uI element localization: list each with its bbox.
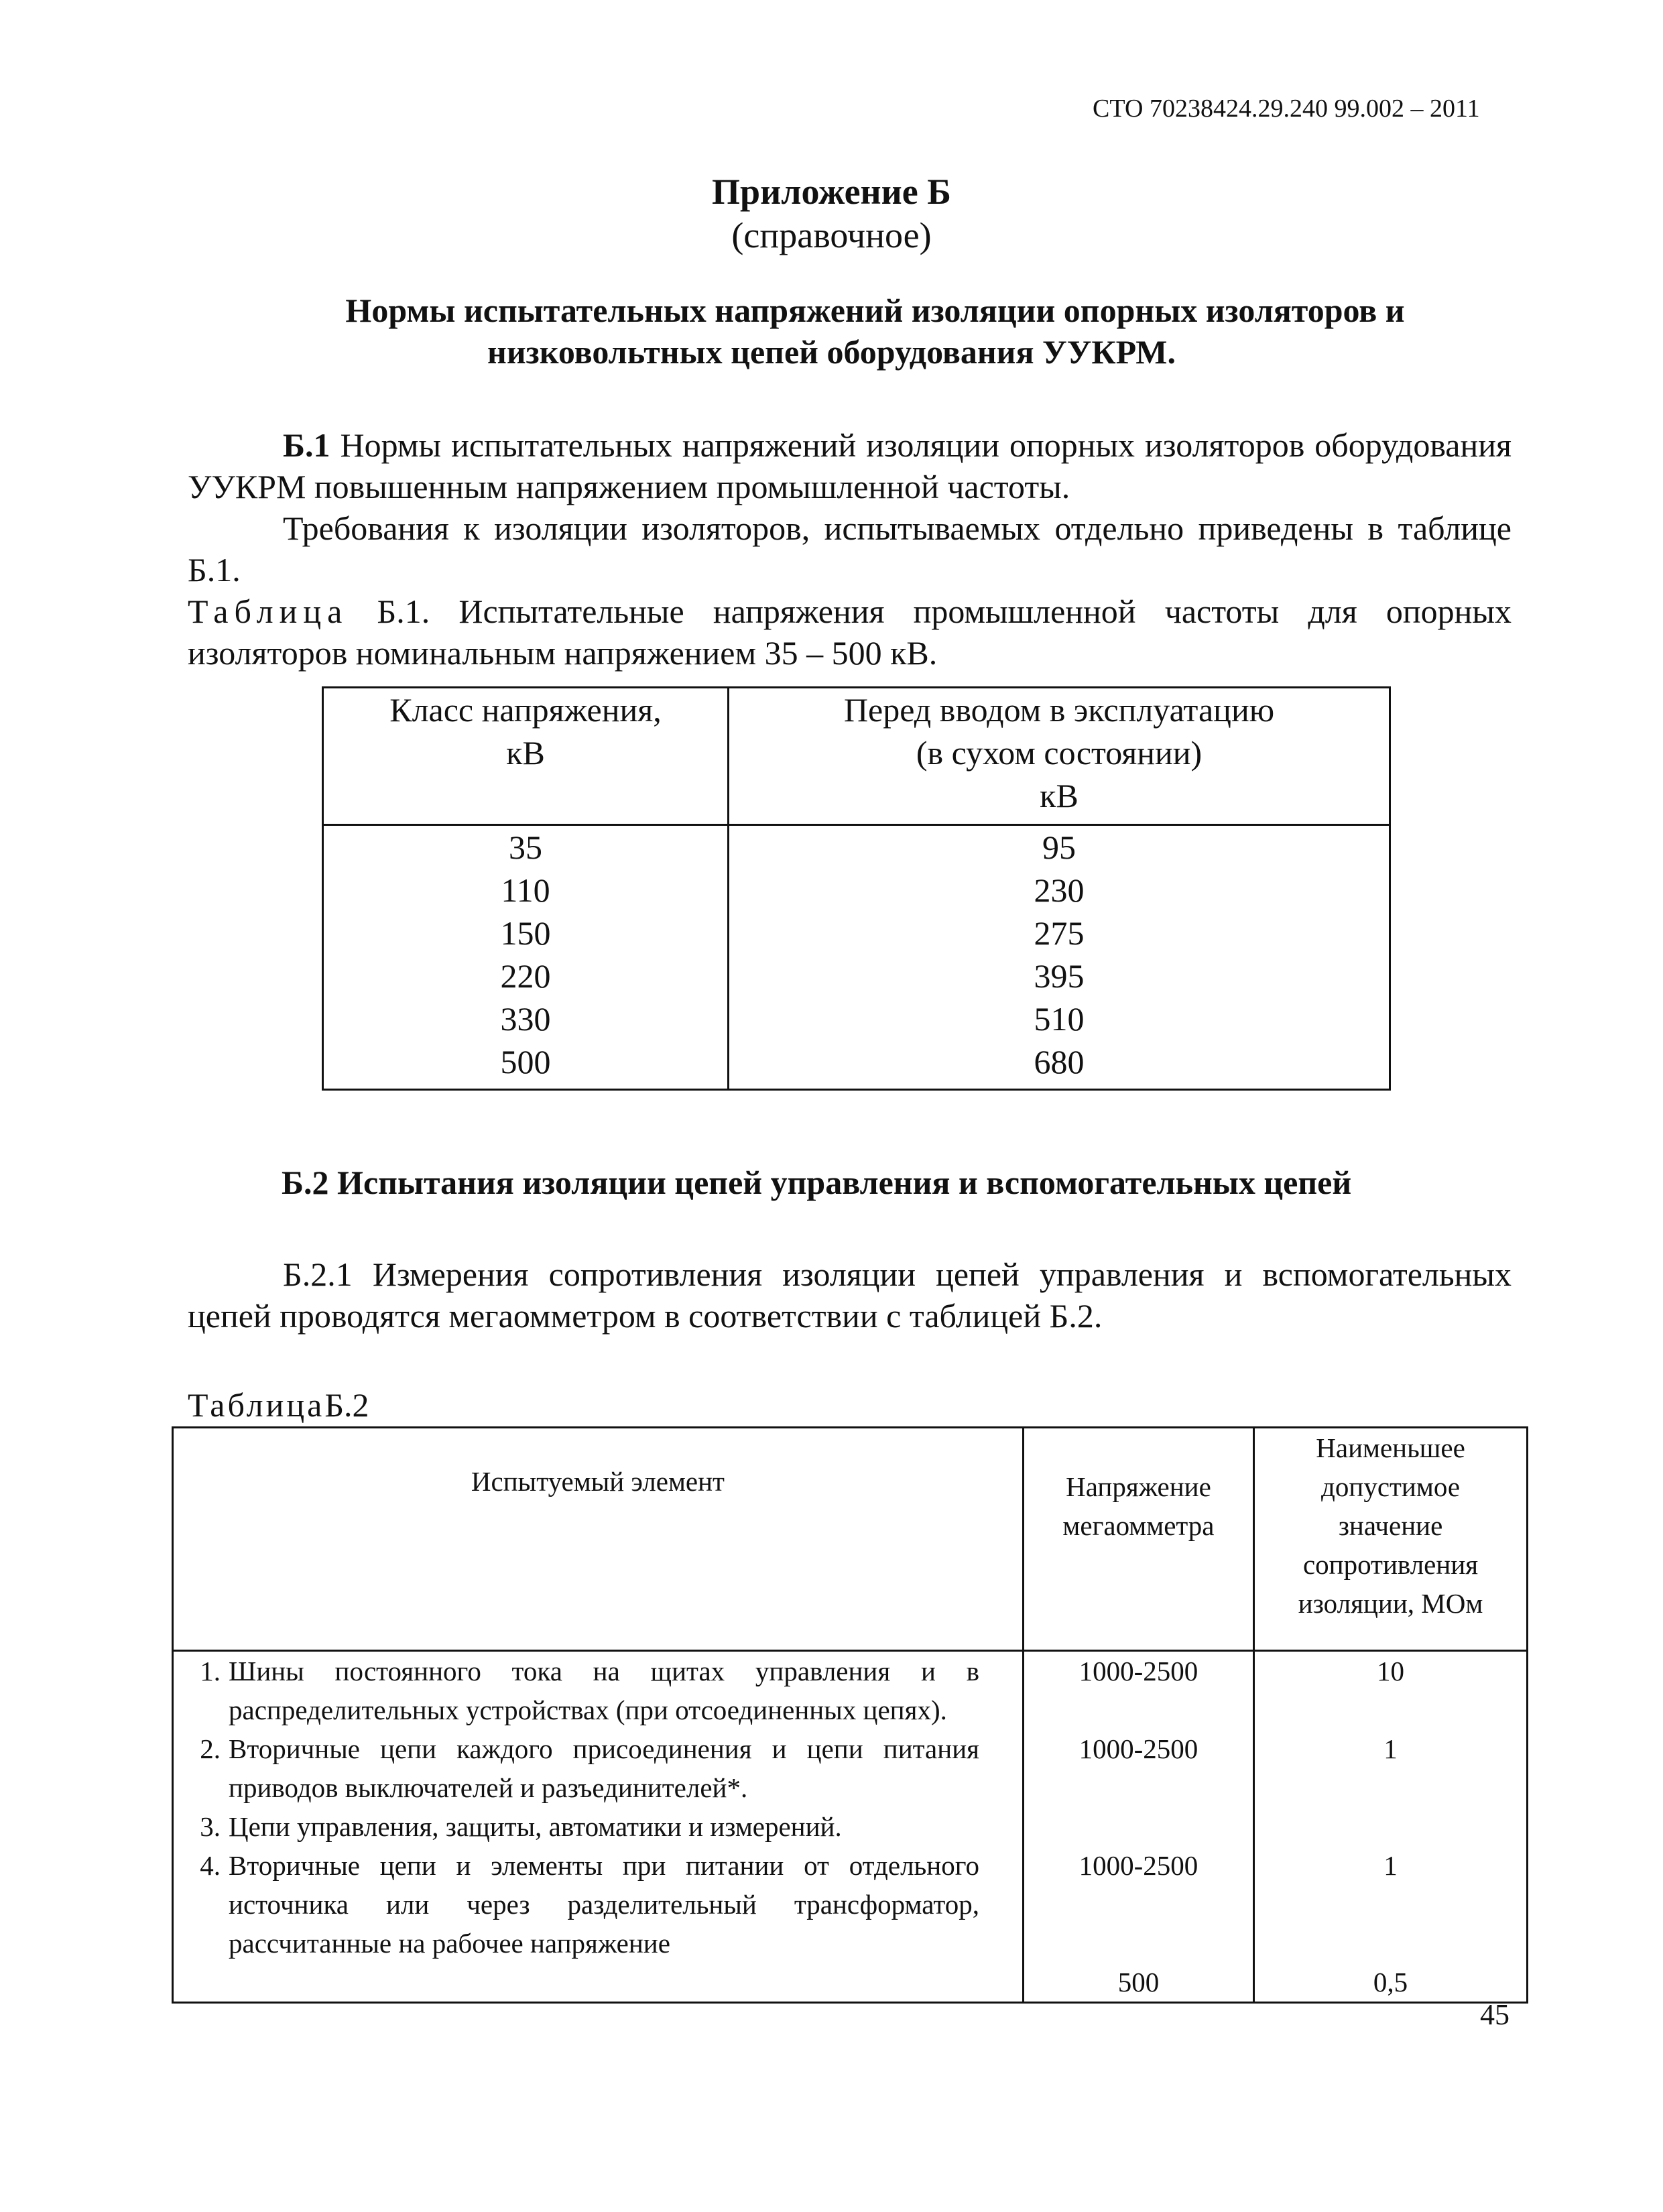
- table1-cell-voltage: 680: [729, 1040, 1390, 1090]
- table1-col2-header: [729, 688, 1390, 825]
- table2-cell-value: [1254, 1846, 1528, 2003]
- table1-cell-voltage: 95: [729, 825, 1390, 869]
- table-b2: [172, 1426, 1528, 2004]
- section-b2-heading: Б.2 Испытания изоляции цепей управления и вспомогательных цепей: [282, 1164, 1352, 1201]
- table2-cell-element: [173, 1846, 1024, 2003]
- table1-cell-class: 500: [323, 1040, 729, 1090]
- table1-cell-voltage: 275: [729, 912, 1390, 955]
- b1-requirement: Требования к изоляции изоляторов, испытываемых отдельно приведены в таблице Б.1.: [188, 509, 1512, 589]
- table2-cell-voltage: [1023, 1846, 1253, 2003]
- document-code: СТО 70238424.29.240 99.002 – 2011: [1093, 95, 1480, 123]
- b1-text: Нормы испытательных напряжений изоляции опорных изоляторов оборудования УУКРМ повышенным напряжением промышленной частоты.: [188, 426, 1512, 505]
- table2-header-resistance-line5: изоляции, МОм: [1298, 1588, 1483, 1619]
- row-number: 1.: [200, 1656, 221, 1686]
- table2-header-voltage-line1: Напряжение: [1066, 1471, 1211, 1502]
- row-number: 2.: [200, 1733, 221, 1764]
- table-row: [323, 997, 1390, 1040]
- table-row: [173, 1729, 1528, 1807]
- row-number: 4.: [200, 1850, 221, 1881]
- b2-paragraph: Б.2.1 Измерения сопротивления изоляции цепей управления и вспомогательных цепей проводятся мегаомметром в соответствии с таблицей Б.2.: [188, 1255, 1512, 1335]
- appendix-heading: [0, 290, 1663, 373]
- table2-caption-label: Таблица: [188, 1386, 325, 1424]
- table1-col1-header-line2: кВ: [506, 734, 545, 772]
- table2-cell-voltage: 1000-2500: [1023, 1729, 1253, 1807]
- table-b1: [322, 686, 1391, 1091]
- table1-cell-class: 330: [323, 997, 729, 1040]
- appendix-heading-line2: низковольтных цепей оборудования УУКРМ.: [487, 333, 1176, 371]
- table2-voltage-primary: 1000-2500: [1079, 1850, 1198, 1881]
- table2-cell-value: [1254, 1807, 1528, 1846]
- table1-cell-class: 35: [323, 825, 729, 869]
- row-text: Цепи управления, защиты, автоматики и измерений.: [229, 1811, 842, 1842]
- table2-header-resistance-line3: значение: [1338, 1510, 1443, 1541]
- table2-cell-voltage: 1000-2500: [1023, 1651, 1253, 1730]
- table1-cell-voltage: 510: [729, 997, 1390, 1040]
- table2-header-voltage: [1023, 1428, 1253, 1651]
- table-row: [173, 1651, 1528, 1730]
- table-row: [173, 1846, 1528, 2003]
- table2-voltage-secondary: 500: [1117, 1967, 1160, 1998]
- row-text: Шины постоянного тока на щитах управления и в распределительных устройствах (при отсоединенных цепях).: [229, 1656, 979, 1725]
- table2-cell-element: [173, 1729, 1024, 1807]
- table2-header-resistance: [1254, 1428, 1528, 1651]
- table-row: [323, 955, 1390, 997]
- table1-cell-class: 150: [323, 912, 729, 955]
- table2-header-row: [173, 1428, 1528, 1651]
- table-row: [323, 1040, 1390, 1090]
- table2-cell-value: 10: [1254, 1651, 1528, 1730]
- table1-caption: [188, 591, 1512, 674]
- table1-caption-label: Таблица: [188, 593, 349, 630]
- table-row: [173, 1807, 1528, 1846]
- appendix-title: Приложение Б: [712, 172, 951, 212]
- table1-col1-header: [323, 688, 729, 825]
- table2-caption-text: Б.2: [324, 1386, 369, 1424]
- b1-number: Б.1: [283, 426, 330, 464]
- row-text: Вторичные цепи каждого присоединения и цепи питания приводов выключателей и разъединителей*.: [229, 1733, 979, 1803]
- b1-paragraph: [188, 424, 1512, 507]
- table2-cell-element: [173, 1651, 1024, 1730]
- table1-col2-header-line3: кВ: [1040, 777, 1079, 814]
- table2-caption: [188, 1384, 1512, 1426]
- table1-header-row: [323, 688, 1390, 825]
- row-text: Вторичные цепи и элементы при питании от отдельного источника или через разделительный трансформатор, рассчитанные на рабочее напряжение: [229, 1850, 979, 1959]
- table2-cell-voltage: [1023, 1807, 1253, 1846]
- table2-header-element: Испытуемый элемент: [173, 1428, 1024, 1651]
- table-row: [323, 912, 1390, 955]
- appendix-subtitle: (справочное): [731, 215, 932, 255]
- table2-cell-element: [173, 1807, 1024, 1846]
- table1-caption-text: Б.1. Испытательные напряжения промышленной частоты для опорных изоляторов номинальным напряжением 35 – 500 кВ.: [188, 593, 1512, 672]
- table2-value-primary: 1: [1383, 1850, 1398, 1881]
- page-number: 45: [1480, 1998, 1510, 2031]
- table1-col2-header-line1: Перед вводом в эксплуатацию: [843, 691, 1275, 729]
- table1-col1-header-line1: Класс напряжения,: [389, 691, 662, 729]
- table2-value-secondary: 0,5: [1373, 1967, 1408, 1998]
- table1-cell-class: 220: [323, 955, 729, 997]
- table2-header-resistance-line4: сопротивления: [1302, 1549, 1479, 1580]
- table1-cell-voltage: 395: [729, 955, 1390, 997]
- row-number: 3.: [200, 1811, 221, 1842]
- table1-cell-class: 110: [323, 869, 729, 912]
- table2-header-voltage-line2: мегаомметра: [1062, 1510, 1215, 1541]
- table2-header-resistance-line1: Наименьшее: [1316, 1432, 1465, 1463]
- appendix-heading-line1: Нормы испытательных напряжений изоляции опорных изоляторов и: [345, 292, 1405, 329]
- table-row: [323, 869, 1390, 912]
- table-row: [323, 825, 1390, 869]
- table2-cell-value: 1: [1254, 1729, 1528, 1807]
- table1-col2-header-line2: (в сухом состоянии): [916, 734, 1203, 772]
- table2-header-resistance-line2: допустимое: [1321, 1471, 1461, 1502]
- table1-cell-voltage: 230: [729, 869, 1390, 912]
